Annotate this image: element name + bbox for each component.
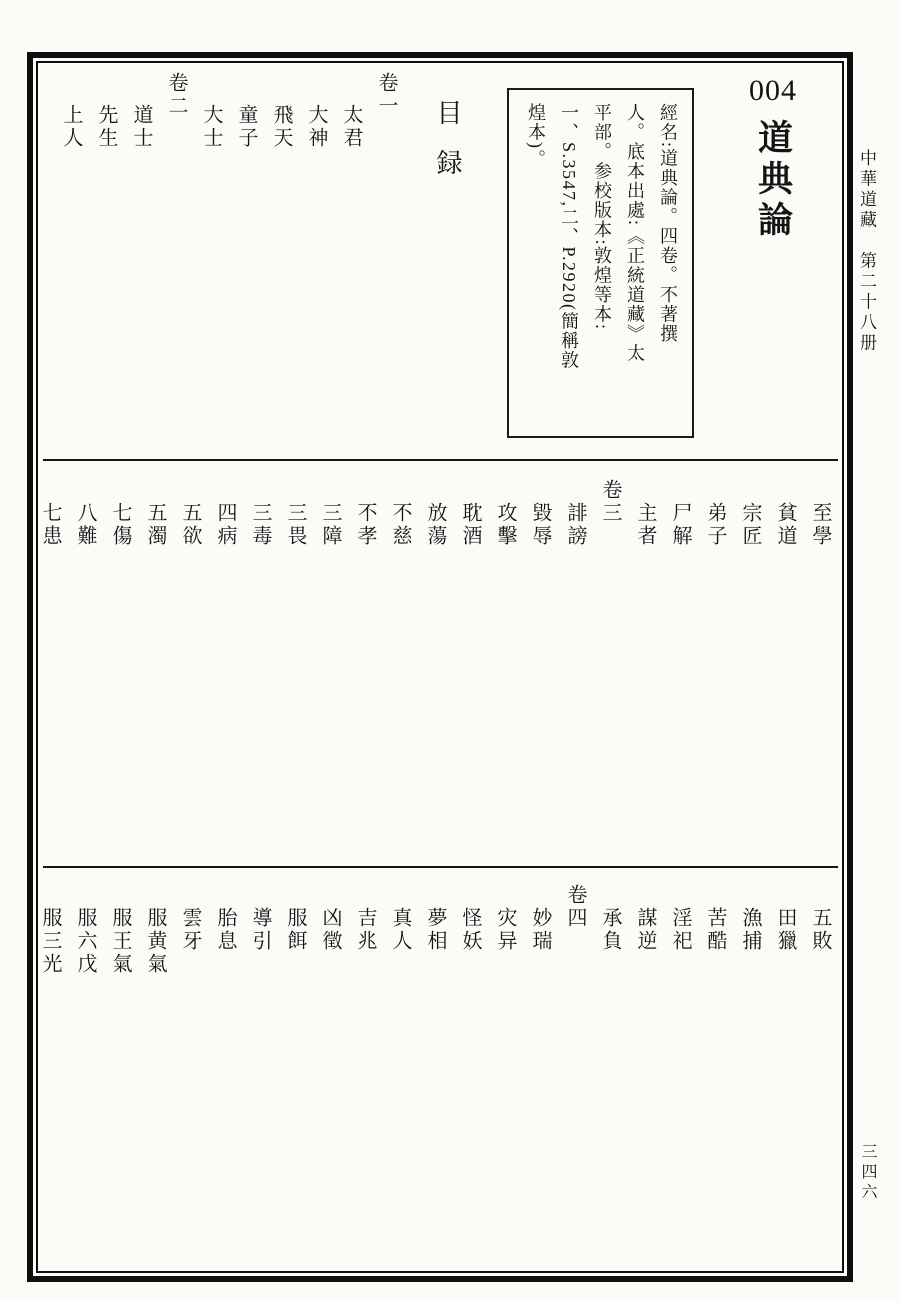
toc-item: 承負 — [599, 907, 621, 953]
toc-item: 夢相 — [424, 907, 446, 953]
toc-item: 飛天 — [270, 104, 292, 150]
toc-item: 胎息 — [214, 907, 236, 953]
toc-item: 服黄氣 — [144, 907, 166, 976]
toc-item: 大神 — [305, 104, 327, 150]
toc-item: 弟子 — [704, 502, 726, 548]
toc-item: 漁捕 — [739, 907, 761, 953]
toc-item: 先生 — [95, 104, 117, 150]
toc-item: 怪妖 — [459, 907, 481, 953]
toc-item: 真人 — [389, 907, 411, 953]
toc-register-2 — [39, 479, 845, 609]
toc-section-label: 卷一 — [375, 72, 397, 118]
toc-item: 服三光 — [39, 907, 61, 976]
toc-item: 吉兆 — [354, 907, 376, 953]
toc-item: 童子 — [235, 104, 257, 150]
toc-register-1 — [45, 72, 460, 322]
toc-item: 灾异 — [494, 907, 516, 953]
toc-item: 田獵 — [774, 907, 796, 953]
note-line: 經名:道典論。四卷。不著撰 — [658, 103, 678, 344]
toc-item: 妙瑞 — [529, 907, 551, 953]
toc-item: 五濁 — [144, 502, 166, 548]
toc-item: 誹謗 — [564, 502, 586, 548]
toc-register-3 — [39, 884, 845, 1014]
toc-section-label: 卷二 — [165, 72, 187, 118]
toc-item: 不慈 — [389, 502, 411, 548]
register-divider-top — [43, 459, 838, 461]
toc-item: 雲牙 — [179, 907, 201, 953]
note-line: 煌本)。 — [526, 103, 546, 169]
toc-item: 貧道 — [774, 502, 796, 548]
toc-item: 八難 — [74, 502, 96, 548]
toc-item: 三障 — [319, 502, 341, 548]
register-divider-bottom — [43, 866, 838, 868]
toc-item: 宗匠 — [739, 502, 761, 548]
toc-section-label: 卷三 — [599, 479, 621, 525]
toc-item: 謀逆 — [634, 907, 656, 953]
toc-section-label: 卷四 — [564, 884, 586, 930]
title-block — [739, 76, 807, 247]
document-title: 道典論 — [753, 119, 793, 242]
toc-item: 尸解 — [669, 502, 691, 548]
bibliographic-note-box — [507, 88, 694, 438]
toc-item: 導引 — [249, 907, 271, 953]
toc-item: 五欲 — [179, 502, 201, 548]
toc-item: 三畏 — [284, 502, 306, 548]
toc-item: 放蕩 — [424, 502, 446, 548]
toc-item: 不孝 — [354, 502, 376, 548]
toc-item: 七患 — [39, 502, 61, 548]
toc-item: 上人 — [60, 104, 82, 150]
toc-item: 耽酒 — [459, 502, 481, 548]
toc-item: 凶徵 — [319, 907, 341, 953]
toc-item: 三毒 — [249, 502, 271, 548]
toc-item: 四病 — [214, 502, 236, 548]
toc-heading: 目録 — [433, 99, 462, 199]
toc-item: 服王氣 — [109, 907, 131, 976]
toc-item: 主者 — [634, 502, 656, 548]
toc-item: 五敗 — [809, 907, 831, 953]
toc-item: 苦酷 — [704, 907, 726, 953]
toc-item: 大士 — [200, 104, 222, 150]
toc-item: 七傷 — [109, 502, 131, 548]
toc-item: 至學 — [809, 502, 831, 548]
note-line: 一、S.3547,二、P.2920(簡稱敦 — [559, 103, 579, 371]
edition-margin-text: 中華道藏 第二十八册 — [857, 149, 876, 354]
document-number: 004 — [749, 74, 797, 107]
toc-item: 服六戊 — [74, 907, 96, 976]
folio-page-number: 三四六 — [859, 1143, 876, 1203]
toc-item: 道士 — [130, 104, 152, 150]
toc-item: 攻擊 — [494, 502, 516, 548]
toc-item: 服餌 — [284, 907, 306, 953]
note-line: 平部。参校版本:敦煌等本: — [592, 103, 612, 331]
toc-item: 淫祀 — [669, 907, 691, 953]
note-line: 人。底本出處:《正統道藏》太 — [625, 103, 645, 364]
toc-item: 毀辱 — [529, 502, 551, 548]
toc-item: 太君 — [340, 104, 362, 150]
